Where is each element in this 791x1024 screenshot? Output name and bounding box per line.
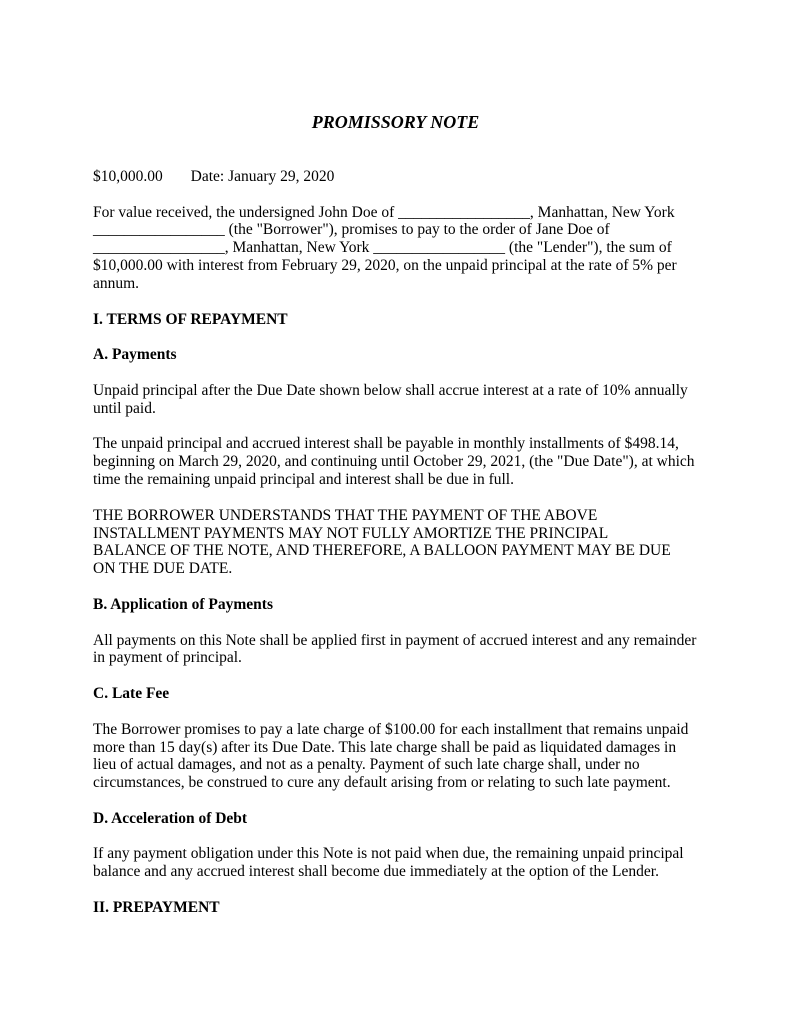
paragraph	[93, 435, 713, 488]
paragraph-line: balance and any accrued interest shall become due immediately at the option of the Lender.	[93, 863, 659, 881]
paragraph	[93, 204, 713, 293]
note-amount: $10,000.00	[93, 168, 163, 185]
paragraph-line: in payment of principal.	[93, 649, 242, 667]
paragraph	[93, 845, 713, 881]
paragraph-line: _________________, Manhattan, New York _________________ (the "Lender"), the sum of	[93, 239, 672, 257]
paragraph-line: INSTALLMENT PAYMENTS MAY NOT FULLY AMORTIZE THE PRINCIPAL	[93, 524, 609, 542]
paragraph-line: All payments on this Note shall be applied first in payment of accrued interest and any remainder	[93, 631, 697, 649]
paragraph-line: lieu of actual damages, and not as a penalty. Payment of such late charge shall, under no	[93, 756, 640, 774]
paragraph-line: _________________ (the "Borrower"), promises to pay to the order of Jane Doe of	[93, 221, 610, 239]
paragraph-line: ON THE DUE DATE.	[93, 560, 233, 578]
paragraph	[93, 632, 713, 668]
paragraph-line: BALANCE OF THE NOTE, AND THEREFORE, A BALLOON PAYMENT MAY BE DUE	[93, 542, 671, 560]
paragraph-line: The Borrower promises to pay a late charge of $100.00 for each installment that remains unpaid	[93, 720, 689, 738]
paragraph-line: more than 15 day(s) after its Due Date. This late charge shall be paid as liquidated damages in	[93, 738, 677, 756]
paragraph-line: For value received, the undersigned John Doe of _________________, Manhattan, New York	[93, 203, 675, 221]
subsection-heading: C. Late Fee	[93, 685, 170, 703]
subsection-heading: A. Payments	[93, 346, 177, 364]
paragraph	[93, 507, 713, 578]
section-heading: II. PREPAYMENT	[93, 898, 220, 916]
paragraph	[93, 382, 713, 418]
paragraph-line: THE BORROWER UNDERSTANDS THAT THE PAYMENT OF THE ABOVE	[93, 506, 598, 524]
paragraph-line: beginning on March 29, 2020, and continuing until October 29, 2021, (the "Due Date"), at which	[93, 453, 695, 471]
paragraph-line: time the remaining unpaid principal and interest shall be due in full.	[93, 471, 514, 489]
paragraph-line: circumstances, be construed to cure any default arising from or relating to such late payment.	[93, 774, 671, 792]
amount-date-line	[93, 168, 713, 186]
paragraph-line: annum.	[93, 274, 140, 292]
paragraph	[93, 721, 713, 792]
note-date: Date: January 29, 2020	[190, 168, 335, 185]
subsection-heading: B. Application of Payments	[93, 595, 273, 613]
subsection-heading: D. Acceleration of Debt	[93, 809, 248, 827]
paragraph-line: $10,000.00 with interest from February 29, 2020, on the unpaid principal at the rate of 5% per	[93, 257, 677, 275]
paragraph-line: Unpaid principal after the Due Date shown below shall accrue interest at a rate of 10% annually	[93, 381, 688, 399]
paragraph-line: until paid.	[93, 399, 156, 417]
paragraph-line: If any payment obligation under this Note is not paid when due, the remaining unpaid principal	[93, 845, 684, 863]
section-heading: I. TERMS OF REPAYMENT	[93, 310, 288, 328]
document-title: PROMISSORY NOTE	[311, 112, 480, 132]
document-body	[93, 168, 713, 935]
paragraph-line: The unpaid principal and accrued interest shall be payable in monthly installments of $498.14,	[93, 435, 679, 453]
